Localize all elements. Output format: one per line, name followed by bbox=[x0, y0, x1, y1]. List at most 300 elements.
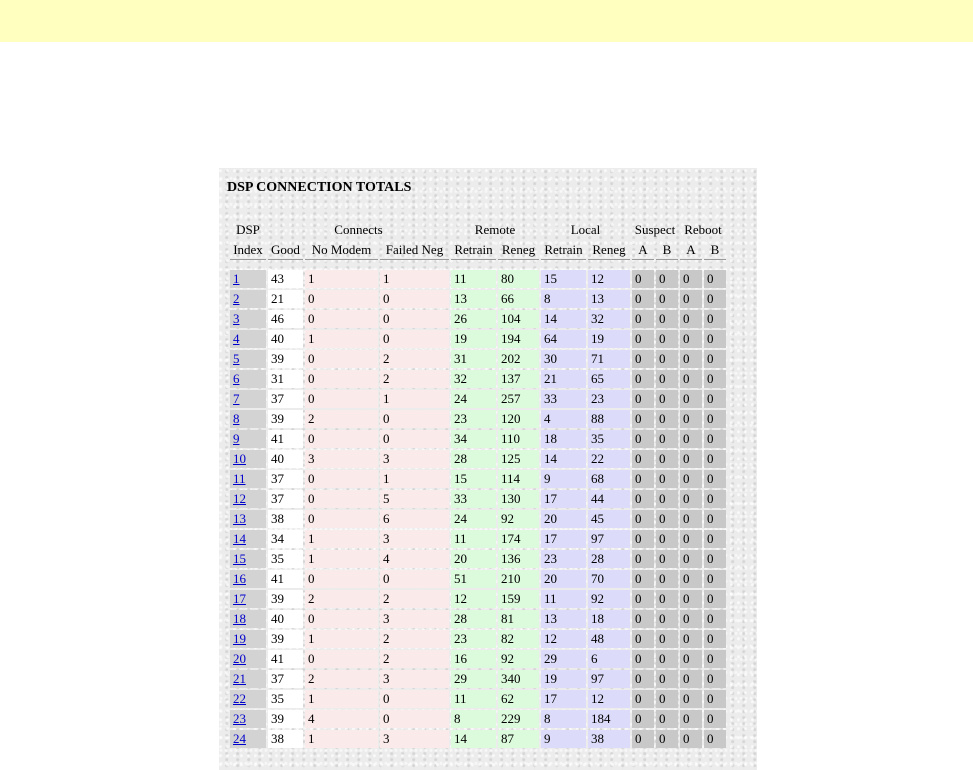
cell-remote-retrain: 34 bbox=[451, 430, 496, 448]
cell-remote-reneg: 82 bbox=[498, 630, 539, 648]
cell-remote-reneg: 92 bbox=[498, 510, 539, 528]
cell-good: 41 bbox=[268, 570, 303, 588]
table-row bbox=[230, 670, 726, 688]
cell-good: 38 bbox=[268, 510, 303, 528]
cell-reboot-a: 0 bbox=[680, 270, 702, 288]
cell-remote-retrain: 32 bbox=[451, 370, 496, 388]
cell-remote-retrain: 28 bbox=[451, 450, 496, 468]
cell-failed-neg: 0 bbox=[380, 710, 449, 728]
cell-remote-reneg: 159 bbox=[498, 590, 539, 608]
cell-index bbox=[230, 430, 266, 448]
cell-suspect-a: 0 bbox=[632, 430, 654, 448]
cell-reboot-a: 0 bbox=[680, 730, 702, 748]
cell-remote-retrain: 28 bbox=[451, 610, 496, 628]
dsp-index-link[interactable]: 9 bbox=[233, 431, 240, 446]
cell-good: 34 bbox=[268, 530, 303, 548]
cell-suspect-a: 0 bbox=[632, 650, 654, 668]
cell-remote-retrain: 33 bbox=[451, 490, 496, 508]
cell-local-reneg: 28 bbox=[588, 550, 630, 568]
cell-good: 40 bbox=[268, 450, 303, 468]
cell-remote-reneg: 104 bbox=[498, 310, 539, 328]
dsp-index-link[interactable]: 7 bbox=[233, 391, 240, 406]
dsp-index-link[interactable]: 5 bbox=[233, 351, 240, 366]
cell-index bbox=[230, 590, 266, 608]
cell-suspect-a: 0 bbox=[632, 730, 654, 748]
cell-local-reneg: 65 bbox=[588, 370, 630, 388]
cell-local-retrain: 12 bbox=[541, 630, 586, 648]
cell-suspect-a: 0 bbox=[632, 510, 654, 528]
dsp-index-link[interactable]: 13 bbox=[233, 511, 246, 526]
cell-remote-retrain: 15 bbox=[451, 470, 496, 488]
header-reboot: Reboot bbox=[684, 222, 722, 237]
dsp-index-link[interactable]: 20 bbox=[233, 651, 246, 666]
cell-good: 39 bbox=[268, 590, 303, 608]
cell-reboot-b: 0 bbox=[704, 350, 726, 368]
cell-failed-neg: 2 bbox=[380, 350, 449, 368]
cell-failed-neg: 3 bbox=[380, 450, 449, 468]
cell-remote-reneg: 194 bbox=[498, 330, 539, 348]
cell-suspect-a: 0 bbox=[632, 570, 654, 588]
cell-reboot-b: 0 bbox=[704, 670, 726, 688]
cell-no-modem: 4 bbox=[305, 710, 378, 728]
cell-suspect-b: 0 bbox=[656, 530, 678, 548]
cell-suspect-b: 0 bbox=[656, 650, 678, 668]
cell-reboot-a: 0 bbox=[680, 470, 702, 488]
cell-good: 31 bbox=[268, 370, 303, 388]
cell-remote-reneg: 120 bbox=[498, 410, 539, 428]
cell-good: 37 bbox=[268, 490, 303, 508]
cell-local-reneg: 19 bbox=[588, 330, 630, 348]
table-row bbox=[230, 270, 726, 288]
cell-local-retrain: 64 bbox=[541, 330, 586, 348]
cell-local-retrain: 18 bbox=[541, 430, 586, 448]
cell-no-modem: 0 bbox=[305, 350, 378, 368]
cell-remote-retrain: 11 bbox=[451, 690, 496, 708]
cell-local-retrain: 21 bbox=[541, 370, 586, 388]
cell-reboot-a: 0 bbox=[680, 650, 702, 668]
cell-good: 46 bbox=[268, 310, 303, 328]
cell-reboot-b: 0 bbox=[704, 730, 726, 748]
dsp-index-link[interactable]: 18 bbox=[233, 611, 246, 626]
cell-suspect-b: 0 bbox=[656, 370, 678, 388]
cell-good: 38 bbox=[268, 730, 303, 748]
cell-suspect-b: 0 bbox=[656, 410, 678, 428]
cell-suspect-a: 0 bbox=[632, 490, 654, 508]
cell-local-reneg: 68 bbox=[588, 470, 630, 488]
cell-local-reneg: 71 bbox=[588, 350, 630, 368]
cell-failed-neg: 0 bbox=[380, 310, 449, 328]
cell-good: 35 bbox=[268, 690, 303, 708]
cell-remote-retrain: 26 bbox=[451, 310, 496, 328]
cell-remote-retrain: 23 bbox=[451, 630, 496, 648]
cell-failed-neg: 1 bbox=[380, 270, 449, 288]
cell-local-reneg: 22 bbox=[588, 450, 630, 468]
cell-suspect-a: 0 bbox=[632, 550, 654, 568]
dsp-index-link[interactable]: 15 bbox=[233, 551, 246, 566]
cell-suspect-a: 0 bbox=[632, 670, 654, 688]
cell-local-reneg: 88 bbox=[588, 410, 630, 428]
table-row bbox=[230, 530, 726, 548]
cell-good: 39 bbox=[268, 350, 303, 368]
cell-failed-neg: 0 bbox=[380, 690, 449, 708]
cell-remote-retrain: 20 bbox=[451, 550, 496, 568]
cell-index bbox=[230, 550, 266, 568]
table-row bbox=[230, 370, 726, 388]
cell-good: 39 bbox=[268, 710, 303, 728]
table-row bbox=[230, 310, 726, 328]
col-reboot-b: B bbox=[704, 241, 726, 260]
cell-reboot-b: 0 bbox=[704, 590, 726, 608]
cell-no-modem: 1 bbox=[305, 270, 378, 288]
cell-local-retrain: 17 bbox=[541, 490, 586, 508]
cell-suspect-a: 0 bbox=[632, 710, 654, 728]
dsp-index-link[interactable]: 1 bbox=[233, 271, 240, 286]
cell-suspect-a: 0 bbox=[632, 310, 654, 328]
cell-reboot-b: 0 bbox=[704, 570, 726, 588]
cell-failed-neg: 4 bbox=[380, 550, 449, 568]
cell-local-retrain: 4 bbox=[541, 410, 586, 428]
cell-remote-retrain: 12 bbox=[451, 590, 496, 608]
cell-local-reneg: 38 bbox=[588, 730, 630, 748]
cell-reboot-a: 0 bbox=[680, 530, 702, 548]
dsp-index-link[interactable]: 24 bbox=[233, 731, 246, 746]
cell-index bbox=[230, 270, 266, 288]
cell-remote-reneg: 87 bbox=[498, 730, 539, 748]
cell-good: 21 bbox=[268, 290, 303, 308]
cell-local-retrain: 23 bbox=[541, 550, 586, 568]
cell-no-modem: 0 bbox=[305, 510, 378, 528]
group-header-row bbox=[230, 221, 726, 239]
cell-suspect-b: 0 bbox=[656, 590, 678, 608]
dsp-index-link[interactable]: 21 bbox=[233, 671, 246, 686]
cell-local-reneg: 184 bbox=[588, 710, 630, 728]
cell-local-retrain: 14 bbox=[541, 450, 586, 468]
cell-index bbox=[230, 330, 266, 348]
cell-local-retrain: 11 bbox=[541, 590, 586, 608]
cell-index bbox=[230, 350, 266, 368]
cell-no-modem: 0 bbox=[305, 490, 378, 508]
cell-suspect-a: 0 bbox=[632, 370, 654, 388]
cell-suspect-b: 0 bbox=[656, 390, 678, 408]
cell-local-retrain: 29 bbox=[541, 650, 586, 668]
cell-good: 39 bbox=[268, 410, 303, 428]
cell-local-reneg: 35 bbox=[588, 430, 630, 448]
cell-reboot-a: 0 bbox=[680, 490, 702, 508]
cell-index bbox=[230, 390, 266, 408]
dsp-index-link[interactable]: 8 bbox=[233, 411, 240, 426]
cell-index bbox=[230, 710, 266, 728]
col-failed-neg: Failed Neg bbox=[380, 241, 449, 260]
cell-suspect-a: 0 bbox=[632, 290, 654, 308]
cell-reboot-a: 0 bbox=[680, 370, 702, 388]
table-row bbox=[230, 610, 726, 628]
cell-reboot-b: 0 bbox=[704, 410, 726, 428]
cell-good: 39 bbox=[268, 630, 303, 648]
cell-good: 37 bbox=[268, 390, 303, 408]
cell-good: 43 bbox=[268, 270, 303, 288]
table-row bbox=[230, 710, 726, 728]
cell-no-modem: 0 bbox=[305, 610, 378, 628]
cell-reboot-b: 0 bbox=[704, 450, 726, 468]
top-banner bbox=[0, 0, 973, 42]
cell-failed-neg: 3 bbox=[380, 530, 449, 548]
cell-no-modem: 2 bbox=[305, 410, 378, 428]
cell-local-reneg: 97 bbox=[588, 670, 630, 688]
cell-suspect-b: 0 bbox=[656, 290, 678, 308]
cell-index bbox=[230, 570, 266, 588]
cell-remote-retrain: 11 bbox=[451, 530, 496, 548]
cell-remote-retrain: 24 bbox=[451, 510, 496, 528]
cell-reboot-b: 0 bbox=[704, 610, 726, 628]
cell-suspect-a: 0 bbox=[632, 590, 654, 608]
dsp-index-link[interactable]: 12 bbox=[233, 491, 246, 506]
cell-index bbox=[230, 690, 266, 708]
cell-reboot-b: 0 bbox=[704, 530, 726, 548]
cell-no-modem: 0 bbox=[305, 370, 378, 388]
cell-suspect-b: 0 bbox=[656, 710, 678, 728]
cell-index bbox=[230, 370, 266, 388]
cell-local-reneg: 12 bbox=[588, 690, 630, 708]
cell-good: 40 bbox=[268, 330, 303, 348]
cell-remote-retrain: 8 bbox=[451, 710, 496, 728]
col-local-reneg: Reneg bbox=[588, 241, 630, 260]
cell-no-modem: 0 bbox=[305, 430, 378, 448]
cell-remote-reneg: 257 bbox=[498, 390, 539, 408]
table-row bbox=[230, 510, 726, 528]
dsp-index-link[interactable]: 10 bbox=[233, 451, 246, 466]
dsp-index-link[interactable]: 14 bbox=[233, 531, 246, 546]
cell-remote-reneg: 62 bbox=[498, 690, 539, 708]
cell-no-modem: 1 bbox=[305, 730, 378, 748]
cell-no-modem: 3 bbox=[305, 450, 378, 468]
table-row bbox=[230, 290, 726, 308]
cell-failed-neg: 0 bbox=[380, 330, 449, 348]
header-suspect: Suspect bbox=[634, 222, 676, 237]
cell-suspect-b: 0 bbox=[656, 270, 678, 288]
cell-reboot-a: 0 bbox=[680, 290, 702, 308]
cell-reboot-b: 0 bbox=[704, 390, 726, 408]
dsp-index-link[interactable]: 22 bbox=[233, 691, 246, 706]
cell-reboot-b: 0 bbox=[704, 310, 726, 328]
cell-index bbox=[230, 510, 266, 528]
cell-suspect-b: 0 bbox=[656, 570, 678, 588]
cell-reboot-b: 0 bbox=[704, 430, 726, 448]
dsp-index-link[interactable]: 4 bbox=[233, 331, 240, 346]
dsp-index-link[interactable]: 17 bbox=[233, 591, 246, 606]
cell-suspect-b: 0 bbox=[656, 490, 678, 508]
cell-remote-reneg: 202 bbox=[498, 350, 539, 368]
cell-reboot-b: 0 bbox=[704, 690, 726, 708]
cell-failed-neg: 2 bbox=[380, 370, 449, 388]
table-row bbox=[230, 350, 726, 368]
cell-failed-neg: 3 bbox=[380, 670, 449, 688]
cell-no-modem: 1 bbox=[305, 550, 378, 568]
cell-reboot-a: 0 bbox=[680, 690, 702, 708]
cell-index bbox=[230, 470, 266, 488]
cell-index bbox=[230, 670, 266, 688]
cell-reboot-b: 0 bbox=[704, 290, 726, 308]
cell-reboot-b: 0 bbox=[704, 330, 726, 348]
cell-suspect-b: 0 bbox=[656, 470, 678, 488]
cell-local-reneg: 48 bbox=[588, 630, 630, 648]
column-header-row bbox=[230, 241, 726, 260]
cell-remote-reneg: 229 bbox=[498, 710, 539, 728]
dsp-index-link[interactable]: 6 bbox=[233, 371, 240, 386]
cell-remote-retrain: 19 bbox=[451, 330, 496, 348]
cell-good: 41 bbox=[268, 430, 303, 448]
cell-reboot-b: 0 bbox=[704, 370, 726, 388]
cell-local-retrain: 14 bbox=[541, 310, 586, 328]
table-row bbox=[230, 490, 726, 508]
cell-remote-retrain: 16 bbox=[451, 650, 496, 668]
cell-index bbox=[230, 490, 266, 508]
cell-local-reneg: 70 bbox=[588, 570, 630, 588]
table-row bbox=[230, 590, 726, 608]
cell-no-modem: 0 bbox=[305, 470, 378, 488]
cell-local-reneg: 12 bbox=[588, 270, 630, 288]
table-row bbox=[230, 430, 726, 448]
cell-suspect-b: 0 bbox=[656, 330, 678, 348]
cell-remote-retrain: 29 bbox=[451, 670, 496, 688]
cell-suspect-b: 0 bbox=[656, 430, 678, 448]
cell-local-retrain: 13 bbox=[541, 610, 586, 628]
cell-index bbox=[230, 630, 266, 648]
cell-index bbox=[230, 650, 266, 668]
cell-local-retrain: 8 bbox=[541, 290, 586, 308]
cell-remote-retrain: 51 bbox=[451, 570, 496, 588]
cell-good: 37 bbox=[268, 670, 303, 688]
cell-local-reneg: 6 bbox=[588, 650, 630, 668]
cell-reboot-b: 0 bbox=[704, 710, 726, 728]
cell-local-reneg: 32 bbox=[588, 310, 630, 328]
cell-no-modem: 2 bbox=[305, 670, 378, 688]
cell-no-modem: 2 bbox=[305, 590, 378, 608]
cell-remote-retrain: 24 bbox=[451, 390, 496, 408]
dsp-index-link[interactable]: 11 bbox=[233, 471, 246, 486]
cell-index bbox=[230, 290, 266, 308]
cell-reboot-a: 0 bbox=[680, 390, 702, 408]
cell-failed-neg: 6 bbox=[380, 510, 449, 528]
cell-local-reneg: 97 bbox=[588, 530, 630, 548]
cell-remote-reneg: 136 bbox=[498, 550, 539, 568]
cell-index bbox=[230, 310, 266, 328]
cell-suspect-b: 0 bbox=[656, 670, 678, 688]
cell-remote-reneg: 92 bbox=[498, 650, 539, 668]
cell-local-retrain: 20 bbox=[541, 510, 586, 528]
dsp-index-link[interactable]: 2 bbox=[233, 291, 240, 306]
cell-reboot-a: 0 bbox=[680, 350, 702, 368]
cell-failed-neg: 1 bbox=[380, 470, 449, 488]
dsp-index-link[interactable]: 16 bbox=[233, 571, 246, 586]
cell-suspect-b: 0 bbox=[656, 350, 678, 368]
cell-no-modem: 0 bbox=[305, 650, 378, 668]
cell-reboot-a: 0 bbox=[680, 570, 702, 588]
table-row bbox=[230, 730, 726, 748]
cell-local-retrain: 20 bbox=[541, 570, 586, 588]
cell-remote-retrain: 31 bbox=[451, 350, 496, 368]
cell-no-modem: 0 bbox=[305, 290, 378, 308]
cell-suspect-a: 0 bbox=[632, 610, 654, 628]
cell-reboot-b: 0 bbox=[704, 470, 726, 488]
table-row bbox=[230, 470, 726, 488]
cell-suspect-a: 0 bbox=[632, 630, 654, 648]
cell-reboot-a: 0 bbox=[680, 410, 702, 428]
header-remote: Remote bbox=[474, 222, 516, 237]
cell-local-retrain: 9 bbox=[541, 470, 586, 488]
cell-remote-reneg: 210 bbox=[498, 570, 539, 588]
cell-suspect-a: 0 bbox=[632, 690, 654, 708]
cell-reboot-a: 0 bbox=[680, 670, 702, 688]
dsp-index-link[interactable]: 19 bbox=[233, 631, 246, 646]
col-suspect-b: B bbox=[656, 241, 678, 260]
table-row bbox=[230, 550, 726, 568]
cell-reboot-a: 0 bbox=[680, 550, 702, 568]
table-row bbox=[230, 410, 726, 428]
table-row bbox=[230, 390, 726, 408]
cell-suspect-b: 0 bbox=[656, 610, 678, 628]
cell-no-modem: 1 bbox=[305, 630, 378, 648]
cell-suspect-a: 0 bbox=[632, 330, 654, 348]
table-row bbox=[230, 330, 726, 348]
cell-index bbox=[230, 410, 266, 428]
table-row bbox=[230, 450, 726, 468]
cell-reboot-a: 0 bbox=[680, 450, 702, 468]
dsp-index-link[interactable]: 3 bbox=[233, 311, 240, 326]
cell-local-retrain: 19 bbox=[541, 670, 586, 688]
cell-reboot-a: 0 bbox=[680, 430, 702, 448]
dsp-index-link[interactable]: 23 bbox=[233, 711, 246, 726]
cell-suspect-a: 0 bbox=[632, 450, 654, 468]
col-no-modem: No Modem bbox=[305, 241, 378, 260]
cell-failed-neg: 0 bbox=[380, 410, 449, 428]
cell-no-modem: 1 bbox=[305, 690, 378, 708]
table-body bbox=[230, 270, 726, 748]
header-dsp: DSP bbox=[236, 222, 260, 237]
cell-index bbox=[230, 530, 266, 548]
table-row bbox=[230, 570, 726, 588]
cell-remote-reneg: 174 bbox=[498, 530, 539, 548]
dsp-connection-table bbox=[228, 219, 728, 750]
cell-suspect-a: 0 bbox=[632, 390, 654, 408]
cell-index bbox=[230, 610, 266, 628]
cell-reboot-a: 0 bbox=[680, 630, 702, 648]
cell-remote-reneg: 137 bbox=[498, 370, 539, 388]
table-row bbox=[230, 690, 726, 708]
cell-no-modem: 0 bbox=[305, 390, 378, 408]
cell-remote-reneg: 340 bbox=[498, 670, 539, 688]
cell-remote-retrain: 11 bbox=[451, 270, 496, 288]
cell-reboot-a: 0 bbox=[680, 710, 702, 728]
table-row bbox=[230, 630, 726, 648]
cell-remote-reneg: 130 bbox=[498, 490, 539, 508]
cell-local-retrain: 33 bbox=[541, 390, 586, 408]
cell-local-reneg: 45 bbox=[588, 510, 630, 528]
cell-remote-reneg: 114 bbox=[498, 470, 539, 488]
col-index: Index bbox=[230, 241, 266, 260]
cell-suspect-a: 0 bbox=[632, 270, 654, 288]
cell-local-retrain: 17 bbox=[541, 530, 586, 548]
cell-remote-reneg: 66 bbox=[498, 290, 539, 308]
cell-local-retrain: 15 bbox=[541, 270, 586, 288]
cell-local-reneg: 44 bbox=[588, 490, 630, 508]
cell-reboot-a: 0 bbox=[680, 310, 702, 328]
cell-local-retrain: 9 bbox=[541, 730, 586, 748]
cell-suspect-b: 0 bbox=[656, 690, 678, 708]
cell-failed-neg: 0 bbox=[380, 290, 449, 308]
cell-remote-retrain: 14 bbox=[451, 730, 496, 748]
cell-reboot-b: 0 bbox=[704, 490, 726, 508]
cell-remote-retrain: 23 bbox=[451, 410, 496, 428]
